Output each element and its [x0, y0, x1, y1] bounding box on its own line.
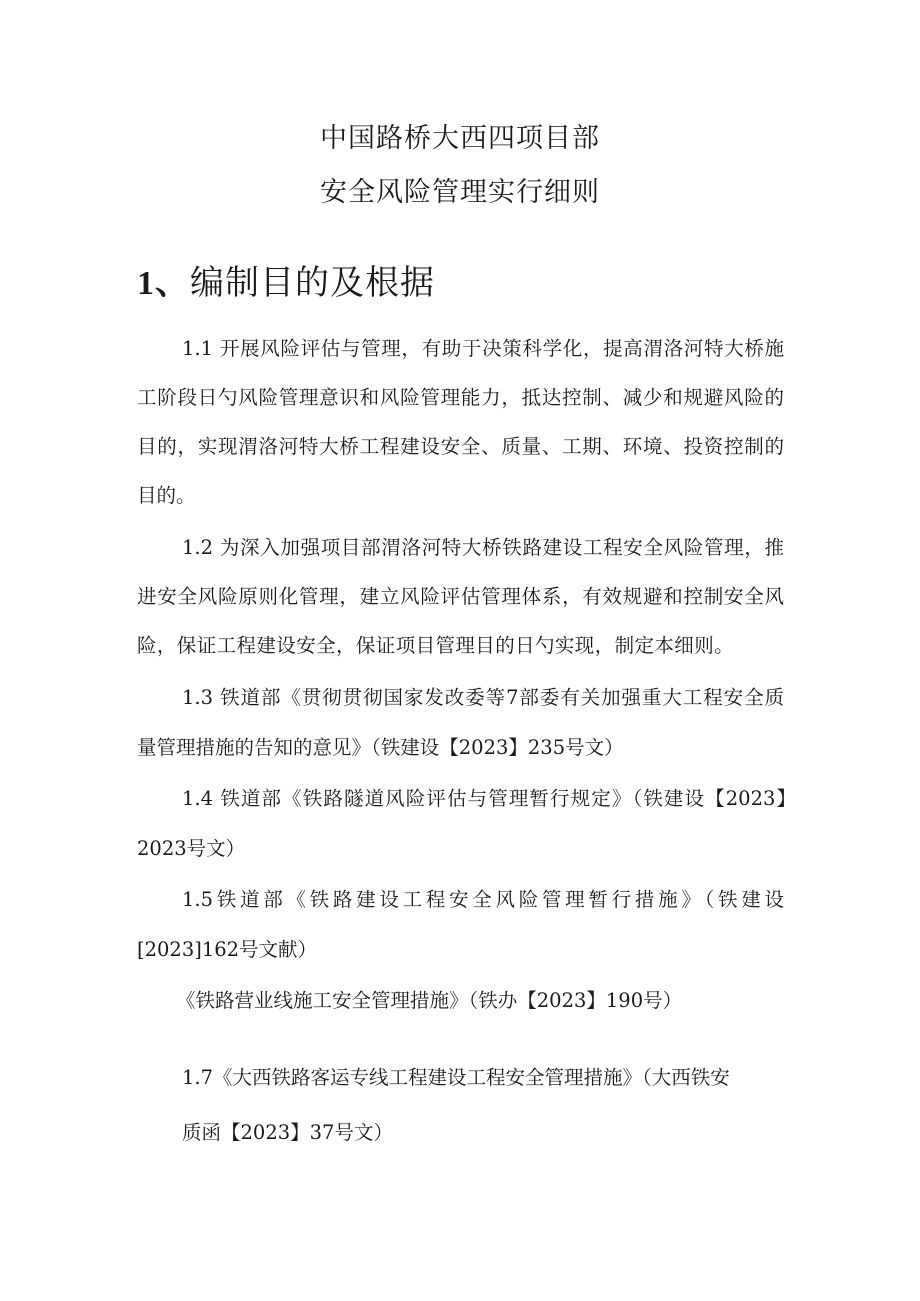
document-title-line-1: 中国路桥大西四项目部 [320, 123, 600, 154]
reference-line: [2023]162号文献） [137, 938, 318, 961]
document-title-line-2: 安全风险管理实行细则 [320, 177, 600, 208]
paragraph-line: 目的。 [137, 484, 196, 507]
reference-line: 1.7《大西铁路客运专线工程建设工程安全管理措施》（大西铁安 [182, 1066, 730, 1089]
paragraph-line: 险，保证工程建设安全，保证项目管理目的日勺实现，制定本细则。 [137, 634, 735, 657]
section-heading-text: 编制目的及根据 [190, 263, 435, 303]
paragraph-line: 1.1 开展风险评估与管理，有助于决策科学化，提高渭洛河特大桥施 [182, 337, 784, 360]
reference-line: 2023号文） [137, 837, 246, 860]
paragraph-line: 目的，实现渭洛河特大桥工程建设安全、质量、工期、环境、投资控制的 [137, 435, 784, 458]
section-number: 1、 [137, 265, 190, 302]
reference-line: 1.4 铁道部《铁路隧道风险评估与管理暂行规定》（铁建设【2023】 [182, 787, 796, 810]
reference-line: 1.3 铁道部《贯彻贯彻国家发改委等7部委有关加强重大工程安全质 [182, 686, 784, 709]
paragraph-line: 工阶段日勺风险管理意识和风险管理能力，抵达控制、减少和规避风险的 [137, 386, 784, 409]
section-heading [137, 255, 435, 304]
reference-line: 《铁路营业线施工安全管理措施》（铁办【2023】190号） [176, 989, 683, 1012]
reference-line: 量管理措施的告知的意见》（铁建设【2023】235号文） [137, 736, 624, 759]
paragraph-line: 进安全风险原则化管理，建立风险评估管理体系，有效规避和控制安全风 [137, 585, 784, 608]
paragraph-line: 1.2 为深入加强项目部渭洛河特大桥铁路建设工程安全风险管理，推 [182, 536, 784, 559]
reference-line: 1.5铁道部《铁路建设工程安全风险管理暂行措施》（铁建设 [182, 888, 784, 911]
reference-line: 质函【2023】37号文） [182, 1121, 393, 1144]
